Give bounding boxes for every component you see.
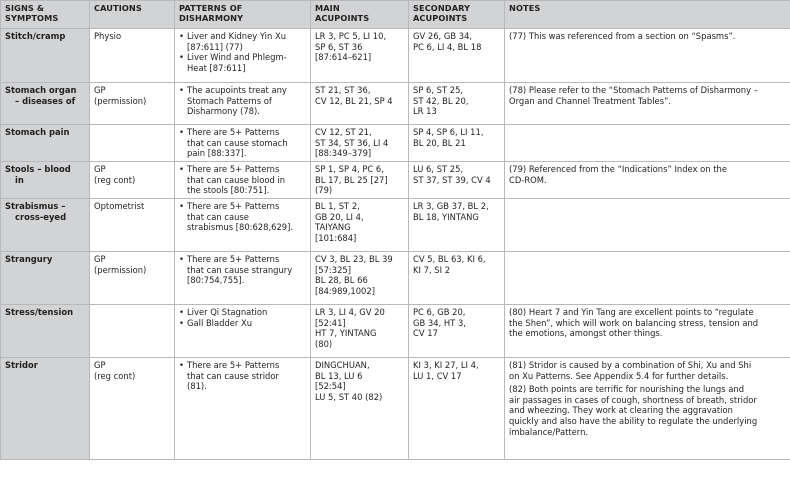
caution-cell: [90, 125, 175, 162]
secondary-acupoints-cell: [409, 125, 505, 162]
caution-text: Optometrist: [94, 201, 145, 211]
notes-cell: [505, 83, 790, 125]
table-row: [1, 252, 790, 305]
secondary-acupoints-text: ST 42, BL 20,: [413, 95, 469, 106]
caution-cell: [90, 252, 175, 305]
pattern-text: • Liver and Kidney Yin Xu: [187, 31, 286, 41]
pattern-text: Heat [87:611]: [187, 62, 246, 73]
table-row: [1, 199, 790, 252]
main-acupoints-text: [88:349–379]: [315, 148, 372, 159]
pattern-text: • There are 5+ Patterns: [187, 254, 280, 264]
main-acupoints-text: CV 12, BL 21, SP 4: [315, 95, 393, 106]
table-header: [1, 1, 790, 29]
table-row: [1, 162, 790, 199]
main-acupoints-text: LU 5, ST 40 (82): [315, 391, 383, 402]
secondary-acupoints-text: CV 17: [413, 328, 438, 339]
secondary-acupoints-cell: [409, 83, 505, 125]
table-row: [1, 358, 790, 460]
main-acupoints-text: TAIYANG: [315, 222, 351, 233]
caution-text: Physio: [94, 31, 122, 41]
sign-text: Stitch/cramp: [5, 31, 66, 41]
caution-text: (permission): [94, 264, 147, 275]
table-row: [1, 29, 790, 83]
sign-cell: [1, 305, 90, 358]
note-text: (79) Referenced from the “Indications” Index on the: [509, 164, 728, 174]
pattern-text: • Liver Qi Stagnation: [187, 307, 268, 317]
caution-text: GP: [94, 85, 106, 95]
note-text: (80) Heart 7 and Yin Tang are excellent points to “regulate: [509, 307, 754, 317]
pattern-item: [179, 307, 306, 318]
main-acupoints-text: [52:41]: [315, 317, 346, 328]
pattern-text: • There are 5+ Patterns: [187, 164, 280, 174]
secondary-acupoints-text: GB 34, HT 3,: [413, 317, 466, 328]
secondary-acupoints-text: LR 3, GB 37, BL 2,: [413, 201, 489, 211]
pattern-text: • There are 5+ Patterns: [187, 201, 280, 211]
patterns-list: [179, 201, 306, 233]
secondary-acupoints-text: SP 4, SP 6, LI 11,: [413, 127, 484, 137]
main-acupoints-cell: [311, 199, 409, 252]
main-acupoints-cell: [311, 358, 409, 460]
notes-cell: [505, 305, 790, 358]
secondary-acupoints-cell: [409, 29, 505, 83]
main-acupoints-text: BL 13, LU 6: [315, 370, 363, 381]
note-text: quickly and also have the ability to regulate the underlying: [509, 415, 758, 426]
patterns-list: [179, 164, 306, 196]
sign-text: Stridor: [5, 360, 38, 370]
header-main-acupoints: MAIN ACUPOINTS: [311, 1, 409, 29]
header-signs-symptoms: SIGNS & SYMPTOMS: [1, 1, 90, 29]
pattern-text: • There are 5+ Patterns: [187, 360, 280, 370]
main-acupoints-text: BL 28, BL 66: [315, 275, 368, 286]
main-acupoints-text: CV 12, ST 21,: [315, 127, 372, 137]
note-text: and wheezing. They work at clearing the aggravation: [509, 405, 733, 416]
main-acupoints-text: LR 3, LI 4, GV 20: [315, 307, 385, 317]
note: [509, 360, 786, 381]
caution-text: (permission): [94, 95, 147, 106]
pattern-text: [87:611] (77): [187, 41, 243, 52]
secondary-acupoints-text: PC 6, LI 4, BL 18: [413, 41, 482, 52]
sign-cell: [1, 83, 90, 125]
secondary-acupoints-text: CV 5, BL 63, KI 6,: [413, 254, 486, 264]
pattern-item: [179, 85, 306, 117]
pattern-item: [179, 31, 306, 52]
sign-text: cross-eyed: [15, 211, 67, 222]
sign-text: Strabismus –: [5, 201, 66, 211]
notes-cell: [505, 162, 790, 199]
patterns-list: [179, 360, 306, 392]
note-text: (81) Stridor is caused by a combination of Shi, Xu and Shi: [509, 360, 752, 370]
pattern-text: that can cause stomach: [187, 137, 288, 148]
pattern-text: • The acupoints treat any: [187, 85, 287, 95]
pattern-item: [179, 201, 306, 233]
main-acupoints-text: SP 6, ST 36: [315, 41, 363, 52]
main-acupoints-cell: [311, 29, 409, 83]
main-acupoints-text: [84:989,1002]: [315, 285, 375, 296]
pattern-text: that can cause stridor: [187, 370, 279, 381]
secondary-acupoints-text: ST 37, ST 39, CV 4: [413, 174, 491, 185]
main-acupoints-cell: [311, 162, 409, 199]
sign-text: Strangury: [5, 254, 53, 264]
main-acupoints-text: [87:614–621]: [315, 52, 372, 63]
patterns-cell: [175, 305, 311, 358]
patterns-cell: [175, 199, 311, 252]
main-acupoints-text: (79): [315, 185, 333, 196]
note-text: Organ and Channel Treatment Tables”.: [509, 95, 672, 106]
patterns-cell: [175, 83, 311, 125]
sign-text: Stress/tension: [5, 307, 74, 317]
pattern-text: Stomach Patterns of: [187, 95, 272, 106]
caution-text: (reg cont): [94, 174, 136, 185]
patterns-cell: [175, 29, 311, 83]
note: [509, 164, 786, 185]
patterns-cell: [175, 252, 311, 305]
sign-cell: [1, 358, 90, 460]
secondary-acupoints-cell: [409, 252, 505, 305]
note-text: imbalance/Pattern.: [509, 426, 589, 437]
note-text: the Shen”, which will work on balancing stress, tension and: [509, 317, 759, 328]
notes-cell: [505, 125, 790, 162]
pattern-text: (81).: [187, 381, 207, 392]
main-acupoints-text: (80): [315, 338, 333, 349]
caution-text: GP: [94, 360, 106, 370]
note-text: (77) This was referenced from a section on “Spasms”.: [509, 31, 736, 41]
notes-cell: [505, 358, 790, 460]
patterns-list: [179, 85, 306, 117]
pattern-text: that can cause blood in: [187, 174, 286, 185]
secondary-acupoints-cell: [409, 199, 505, 252]
pattern-text: Disharmony (78).: [187, 106, 260, 117]
patterns-cell: [175, 125, 311, 162]
sign-text: in: [15, 174, 24, 185]
table-row: [1, 83, 790, 125]
notes-cell: [505, 252, 790, 305]
sign-text: Stomach organ: [5, 85, 77, 95]
pattern-text: • There are 5+ Patterns: [187, 127, 280, 137]
note-text: air passages in cases of cough, shortness of breath, stridor: [509, 394, 757, 405]
main-acupoints-cell: [311, 83, 409, 125]
patterns-list: [179, 307, 306, 328]
pattern-text: [80:754,755].: [187, 275, 245, 286]
note: [509, 31, 786, 42]
pattern-text: that can cause: [187, 211, 249, 222]
secondary-acupoints-cell: [409, 162, 505, 199]
main-acupoints-text: BL 17, BL 25 [27]: [315, 174, 388, 185]
secondary-acupoints-text: LR 13: [413, 106, 437, 117]
sign-text: Stomach pain: [5, 127, 70, 137]
pattern-item: [179, 164, 306, 196]
main-acupoints-text: DINGCHUAN,: [315, 360, 370, 370]
main-acupoints-cell: [311, 125, 409, 162]
caution-cell: [90, 29, 175, 83]
pattern-text: the stools [80:751].: [187, 185, 270, 196]
note-text: CD-ROM.: [509, 174, 547, 185]
patterns-list: [179, 31, 306, 73]
secondary-acupoints-text: GV 26, GB 34,: [413, 31, 473, 41]
secondary-acupoints-text: KI 7, SI 2: [413, 264, 451, 275]
sign-cell: [1, 199, 90, 252]
secondary-acupoints-text: SP 6, ST 25,: [413, 85, 464, 95]
note-text: the emotions, amongst other things.: [509, 328, 663, 339]
sign-cell: [1, 125, 90, 162]
patterns-list: [179, 254, 306, 286]
header-notes: NOTES: [505, 1, 790, 29]
header-cautions: CAUTIONS: [90, 1, 175, 29]
caution-cell: [90, 162, 175, 199]
pattern-text: • Liver Wind and Phlegm-: [187, 52, 287, 63]
note-text: on Xu Patterns. See Appendix 5.4 for further details.: [509, 370, 729, 381]
note: [509, 307, 786, 339]
secondary-acupoints-text: PC 6, GB 20,: [413, 307, 466, 317]
patterns-cell: [175, 358, 311, 460]
main-acupoints-text: CV 3, BL 23, BL 39: [315, 254, 393, 264]
header-secondary-acupoints: SECONDARY ACUPOINTS: [409, 1, 505, 29]
caution-text: GP: [94, 254, 106, 264]
sign-cell: [1, 252, 90, 305]
secondary-acupoints-cell: [409, 305, 505, 358]
sign-text: Stools – blood: [5, 164, 71, 174]
pattern-text: • Gall Bladder Xu: [187, 317, 253, 328]
secondary-acupoints-text: KI 3, KI 27, LI 4,: [413, 360, 479, 370]
table-body: [1, 29, 790, 460]
main-acupoints-text: [57:325]: [315, 264, 351, 275]
secondary-acupoints-text: BL 18, YINTANG: [413, 211, 479, 222]
sign-cell: [1, 29, 90, 83]
main-acupoints-text: HT 7, YINTANG: [315, 328, 377, 339]
note-text: (78) Please refer to the “Stomach Patterns of Disharmony –: [509, 85, 758, 95]
note-text: (82) Both points are terrific for nourishing the lungs and: [509, 384, 745, 395]
caution-cell: [90, 83, 175, 125]
secondary-acupoints-cell: [409, 358, 505, 460]
pattern-item: [179, 127, 306, 159]
caution-cell: [90, 199, 175, 252]
pattern-text: that can cause strangury: [187, 264, 293, 275]
main-acupoints-text: [52:54]: [315, 381, 346, 392]
patterns-cell: [175, 162, 311, 199]
pattern-item: [179, 52, 306, 73]
main-acupoints-text: BL 1, ST 2,: [315, 201, 360, 211]
pattern-item: [179, 254, 306, 286]
main-acupoints-cell: [311, 252, 409, 305]
table-row: [1, 125, 790, 162]
main-acupoints-text: GB 20, LI 4,: [315, 211, 364, 222]
sign-cell: [1, 162, 90, 199]
main-acupoints-text: ST 21, ST 36,: [315, 85, 371, 95]
notes-cell: [505, 29, 790, 83]
notes-cell: [505, 199, 790, 252]
secondary-acupoints-text: BL 20, BL 21: [413, 137, 466, 148]
secondary-acupoints-text: LU 6, ST 25,: [413, 164, 464, 174]
pattern-item: [179, 318, 306, 329]
pattern-text: pain [88:337].: [187, 148, 247, 159]
pattern-text: strabismus [80:628,629].: [187, 222, 294, 233]
main-acupoints-cell: [311, 305, 409, 358]
main-acupoints-text: ST 34, ST 36, LI 4: [315, 137, 389, 148]
caution-text: (reg cont): [94, 370, 136, 381]
main-acupoints-text: [101:684]: [315, 232, 357, 243]
caution-cell: [90, 305, 175, 358]
main-acupoints-text: LR 3, PC 5, LI 10,: [315, 31, 387, 41]
caution-text: GP: [94, 164, 106, 174]
table-row: [1, 305, 790, 358]
patterns-list: [179, 127, 306, 159]
note: [509, 384, 786, 437]
pattern-item: [179, 360, 306, 392]
header-patterns: PATTERNS OF DISHARMONY: [175, 1, 311, 29]
main-acupoints-text: SP 1, SP 4, PC 6,: [315, 164, 384, 174]
sign-text: – diseases of: [15, 95, 76, 106]
secondary-acupoints-text: LU 1, CV 17: [413, 370, 462, 381]
note: [509, 85, 786, 106]
caution-cell: [90, 358, 175, 460]
